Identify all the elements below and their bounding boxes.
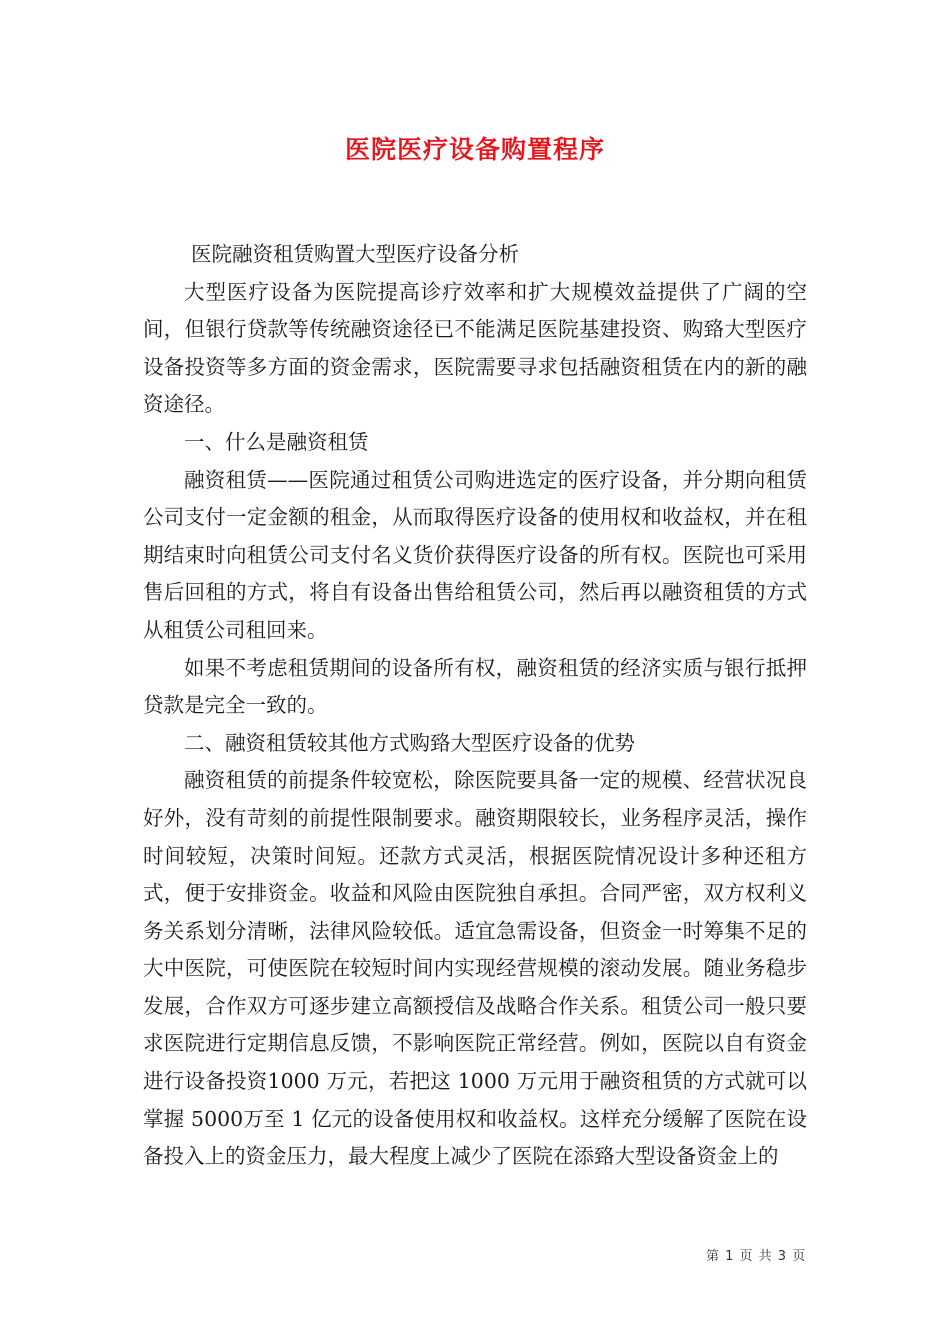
paragraph-intro: 大型医疗设备为医院提高诊疗效率和扩大规模效益提供了广阔的空间，但银行贷款等传统融资途径已不能满足医院基建投资、购臵大型医疗设备投资等多方面的资金需求，医院需要寻求包括融资租赁在内的新的融资途径。 [143, 279, 807, 417]
document-body [143, 236, 807, 1176]
section-heading-1: 一、什么是融资租赁 [184, 429, 369, 454]
paragraph-definition: 融资租赁——医院通过租赁公司购进选定的医疗设备，并分期向租赁公司支付一定金额的租金，从而取得医疗设备的使用权和收益权，并在租期结束时向租赁公司支付名义货价获得医疗设备的所有权。医院也可采用售后回租的方式，将自有设备出售给租赁公司，然后再以融资租赁的方式从租赁公司租回来。 [143, 467, 807, 642]
document-subtitle: 医院融资租赁购置大型医疗设备分析 [191, 242, 519, 266]
paragraph-advantages: 融资租赁的前提条件较宽松，除医院要具备一定的规模、经营状况良好外，没有苛刻的前提性限制要求。融资期限较长，业务程序灵活，操作时间较短，决策时间短。还款方式灵活，根据医院情况设计多种还租方式，便于安排资金。收益和风险由医院独自承担。合同严密，双方权利义务关系划分清晰，法律风险较低。适宜急需设备，但资金一时筹集不足的大中医院，可使医院在较短时间内实现经营规模的滚动发展。随业务稳步发展，合作双方可逐步建立高额授信及战略合作关系。租赁公司一般只要求医院进行定期信息反馈，不影响医院正常经营。例如，医院以自有资金进行设备投资1000 万元，若把这 1000 万元用于融资租赁的方式就可以掌握 5000万至 1 亿元的设备使用权和收益权。这样充分缓解了医院在设备投入上的资金压力，最大程度上减少了医院在添臵大型设备资金上的 [143, 768, 807, 1169]
paragraph-economic-substance: 如果不考虑租赁期间的设备所有权，融资租赁的经济实质与银行抵押贷款是完全一致的。 [143, 655, 807, 718]
document-title: 医院医疗设备购置程序 [344, 135, 605, 164]
page-indicator: 第 1 页 共 3 页 [706, 1249, 807, 1264]
section-heading-2: 二、融资租赁较其他方式购臵大型医疗设备的优势 [184, 730, 635, 755]
